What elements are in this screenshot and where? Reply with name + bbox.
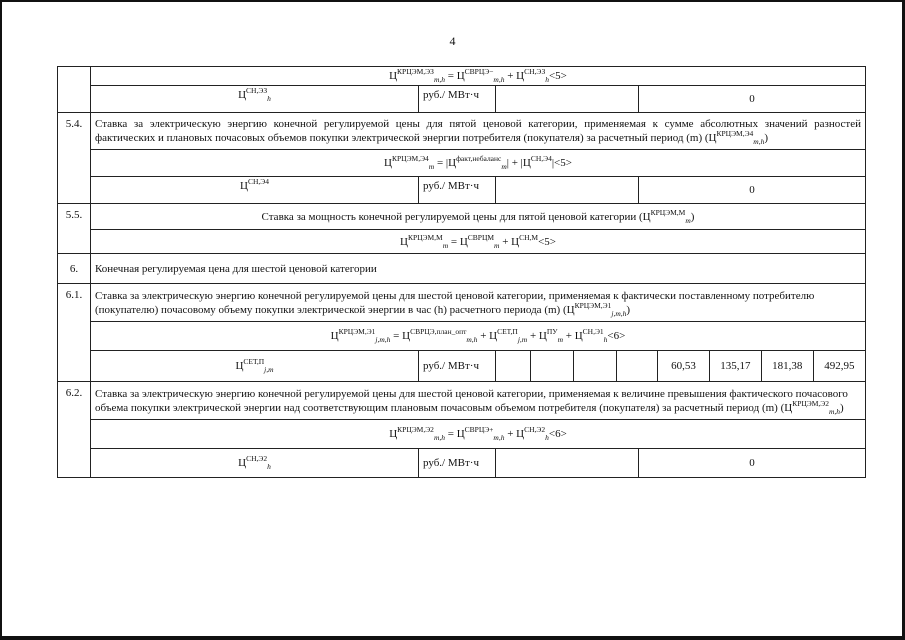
table-row	[58, 177, 866, 204]
value-cell	[496, 177, 866, 204]
formula-cell: $Ц^{КРЦЭМ,М}_m = Ц^{СВРЦМ}_m + Ц^{СН,М}<5>$	[91, 230, 866, 254]
variable-cell: $Ц^{СН,ЭЗ}_h$	[91, 86, 419, 113]
value: 0	[639, 177, 866, 203]
unit-cell: руб./ МВт·ч	[419, 351, 496, 382]
row-description: Ставка за электрическую энергию конечной регулируемой цены для шестой ценовой категории, применяемая к фактически поставленному потребителю (покупателю) почасовому объему покупки электрической энергии в час (h) расчетного периода (m) $(Ц^{КРЦЭМ,Э1}_{j,m,h})$	[91, 284, 866, 322]
row-number: 5.4.	[58, 113, 91, 204]
table-row	[58, 113, 866, 150]
value	[531, 351, 574, 381]
row-number-cell	[58, 67, 91, 113]
value: 0	[639, 86, 866, 112]
row-description: Ставка за электрическую энергию конечной регулируемой цены для шестой ценовой категории, применяемая к величине превышения фактического почасового объема покупки электрической энергии над соответствующим плановым почасовым объемом потребителя (покупателя) за расчетный период (m) $(Ц^{КРЦЭМ,Э2}_{m,h})$	[91, 382, 866, 420]
formula-cell: $Ц^{КРЦЭМ,Э2}_{m,h} = Ц^{СВРЦЭ+}_{m,h} + Ц^{СН,Э2}_h<6>$	[91, 420, 866, 449]
unit-cell: руб./ МВт·ч	[419, 449, 496, 478]
formula-cell: $Ц^{КРЦЭМ,ЭЗ}_{m,h} = Ц^{СВРЦЭ-}_{m,h} + Ц^{СН,ЭЗ}_h<5>$	[91, 67, 866, 86]
variable-cell: $Ц^{СН,Э2}_h$	[91, 449, 419, 478]
page-border-top	[0, 0, 905, 2]
value: 492,95	[813, 351, 865, 381]
value-cell	[496, 86, 866, 113]
table-row	[58, 420, 866, 449]
value	[617, 351, 658, 381]
row-description: Ставка за мощность конечной регулируемой цены для пятой ценовой категории $(Ц^{КРЦЭМ,М}_m)$	[91, 204, 866, 230]
page-border-bottom	[0, 636, 905, 640]
table-row	[58, 204, 866, 230]
row-number: 5.5.	[58, 204, 91, 254]
table-row	[58, 254, 866, 284]
formula-cell: $Ц^{КРЦЭМ,Э1}_{j,m,h} = Ц^{СВРЦЭ,план\_опт}_{m,h} + Ц^{СЕТ,П}_{j,m} + Ц^{ПУ}_m + Ц^{СН,Э1}_h<6>$	[91, 322, 866, 351]
unit-cell: руб./ МВт·ч	[419, 86, 496, 113]
value	[574, 351, 617, 381]
tariff-table	[57, 66, 866, 478]
value-cells	[496, 351, 866, 382]
table-row	[58, 449, 866, 478]
value-cell	[496, 449, 866, 478]
row-number: 6.1.	[58, 284, 91, 382]
table-row	[58, 284, 866, 322]
value	[496, 351, 531, 381]
page-border-left	[0, 0, 2, 640]
table-row	[58, 150, 866, 177]
page-number: 4	[449, 34, 456, 48]
table-row	[58, 351, 866, 382]
table-row	[58, 67, 866, 86]
value: 0	[639, 449, 866, 477]
variable-cell: $Ц^{СН,Э4}$	[91, 177, 419, 204]
row-number: 6.	[58, 254, 91, 284]
table-row	[58, 86, 866, 113]
row-description: Конечная регулируемая цена для шестой ценовой категории	[91, 254, 866, 284]
value: 181,38	[761, 351, 813, 381]
table-row	[58, 322, 866, 351]
unit-cell: руб./ МВт·ч	[419, 177, 496, 204]
formula-cell: $Ц^{КРЦЭМ,Э4}_m = |Ц^{факт,небаланс}_m| + |Ц^{СН,Э4}|<5>$	[91, 150, 866, 177]
variable-cell: $Ц^{СЕТ,П}_{j,m}$	[91, 351, 419, 382]
value: 135,17	[709, 351, 761, 381]
table-row	[58, 382, 866, 420]
row-description: Ставка за электрическую энергию конечной регулируемой цены для пятой ценовой категории, применяемая к сумме абсолютных значений разностей фактических и плановых почасовых объемов покупки электрической энергии потребителя (покупателя) за расчетный период (m) $(Ц^{КРЦЭМ,Э4}_{m,h})$	[91, 113, 866, 150]
row-number: 6.2.	[58, 382, 91, 478]
table-row	[58, 230, 866, 254]
value: 60,53	[658, 351, 710, 381]
